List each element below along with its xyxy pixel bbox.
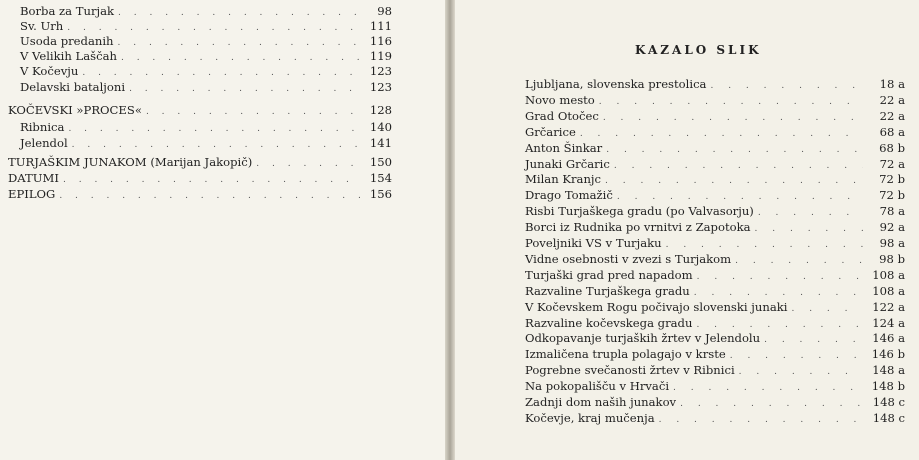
leader-dots xyxy=(256,157,360,172)
leader-dots xyxy=(666,238,863,253)
leader-dots xyxy=(673,381,863,396)
toc-entry-label: EPILOG xyxy=(8,187,56,201)
book-gutter xyxy=(445,0,455,460)
figure-list-page: 148 c xyxy=(872,395,905,409)
figure-list-item xyxy=(525,252,905,267)
toc-entry-page: 141 xyxy=(369,136,392,150)
figure-list-label: Odkopavanje turjaških žrtev v Jelendolu xyxy=(525,331,761,346)
toc-entry-label: V Velikih Laščah xyxy=(20,49,117,63)
leader-dots xyxy=(82,66,360,81)
figure-list-page: 124 a xyxy=(872,315,905,330)
figure-list-item xyxy=(525,220,905,235)
page-title: KAZALO SLIK xyxy=(635,43,762,57)
figure-list-page: 68 a xyxy=(879,124,905,139)
figure-list-label: Anton Šinkar xyxy=(525,140,603,155)
toc-entry xyxy=(20,120,392,135)
leader-dots xyxy=(659,413,863,428)
figure-list-label: Razvaline kočevskega gradu xyxy=(525,315,693,330)
leader-dots xyxy=(614,159,863,174)
leader-dots xyxy=(758,206,863,221)
figure-list-label: Drago Tomažič xyxy=(525,188,613,203)
figure-list-item xyxy=(525,411,905,426)
figure-list-item xyxy=(525,109,905,124)
figure-list-label: Zadnji dom naših junakov xyxy=(525,395,677,409)
toc-entry-label: Sv. Urh xyxy=(20,19,64,33)
toc-entry-page: 119 xyxy=(369,49,392,63)
leader-dots xyxy=(680,397,863,412)
toc-entry-page: 98 xyxy=(377,4,392,18)
toc-entry-page: 111 xyxy=(369,19,392,33)
leader-dots xyxy=(68,122,360,137)
toc-entry-page: 156 xyxy=(369,187,392,201)
figure-list-label: Kočevje, kraj mučenja xyxy=(525,410,655,425)
figure-list-item xyxy=(525,268,905,283)
toc-entry xyxy=(8,187,392,202)
figure-list-page: 72 b xyxy=(879,172,905,187)
figure-list-page: 148 c xyxy=(872,410,905,425)
toc-entry-label: Borba za Turjak xyxy=(20,4,115,18)
leader-dots xyxy=(791,302,863,317)
leader-dots xyxy=(694,286,863,301)
leader-dots xyxy=(606,143,863,158)
figure-list-page: 146 a xyxy=(872,331,905,346)
figure-list-item xyxy=(525,395,905,410)
figure-list-item xyxy=(525,204,905,219)
figure-list-page: 122 a xyxy=(872,299,905,314)
toc-entry xyxy=(20,19,392,34)
toc-entry xyxy=(20,34,392,49)
figure-list-label: Razvaline Turjaškega gradu xyxy=(525,283,690,298)
figure-list-label: Novo mesto xyxy=(525,92,595,107)
leader-dots xyxy=(697,270,863,285)
leader-dots xyxy=(710,79,863,94)
figure-list-page: 22 a xyxy=(879,92,905,107)
toc-entry-page: 123 xyxy=(369,64,392,78)
toc-entry-page: 150 xyxy=(369,155,392,169)
leader-dots xyxy=(599,95,863,110)
toc-entry-page: 140 xyxy=(369,120,392,134)
toc-entry xyxy=(20,80,392,95)
figure-list-label: Junaki Grčaric xyxy=(525,156,610,171)
toc-entry xyxy=(8,171,392,186)
leader-dots xyxy=(605,174,863,189)
figure-list-item xyxy=(525,125,905,140)
leader-dots xyxy=(730,349,863,364)
toc-entry xyxy=(20,136,392,151)
toc-entry xyxy=(20,4,392,19)
figure-list-item xyxy=(525,300,905,315)
figure-list-page: 18 a xyxy=(879,77,905,91)
figure-list-page: 148 a xyxy=(872,363,905,378)
figure-list-page: 22 a xyxy=(879,108,905,123)
leader-dots xyxy=(146,105,360,120)
toc-entry-page: 123 xyxy=(369,80,392,94)
leader-dots xyxy=(129,82,360,97)
toc-entry-page: 128 xyxy=(369,103,392,117)
figure-list-page: 146 b xyxy=(871,347,905,362)
figure-list-page: 148 b xyxy=(871,379,905,394)
leader-dots xyxy=(764,333,863,348)
figure-list-page: 78 a xyxy=(879,204,905,219)
figure-list-page: 72 a xyxy=(879,156,905,171)
figure-list-label: Pogrebne svečanosti žrtev v Ribnici xyxy=(525,363,735,378)
figure-list-label: Na pokopališču v Hrvači xyxy=(525,379,670,394)
leader-dots xyxy=(72,138,360,153)
toc-entry-label: Ribnica xyxy=(20,120,65,134)
figure-list-item xyxy=(525,236,905,251)
figure-list-label: Grad Otočec xyxy=(525,108,599,123)
leader-dots xyxy=(735,254,863,269)
figure-list-page: 108 a xyxy=(872,267,905,282)
figure-list-label: Turjaški grad pred napadom xyxy=(525,267,693,282)
figure-list-item xyxy=(525,363,905,378)
figure-list-label: Ljubljana, slovenska prestolica xyxy=(525,77,707,91)
left-page xyxy=(0,0,445,460)
figure-list-page: 108 a xyxy=(872,283,905,298)
figure-list-page: 92 a xyxy=(879,220,905,235)
figure-list-item xyxy=(525,188,905,203)
leader-dots xyxy=(739,365,863,380)
toc-entry xyxy=(20,64,392,79)
figure-list-label: Grčarice xyxy=(525,124,576,139)
figure-list-label: Risbi Turjaškega gradu (po Valvasorju) xyxy=(525,204,754,219)
figure-list-item xyxy=(525,379,905,394)
toc-entry-label: V Kočevju xyxy=(20,64,79,78)
figure-list-page: 72 b xyxy=(879,188,905,203)
figure-list-item xyxy=(525,157,905,172)
figure-list-label: Milan Kranjc xyxy=(525,172,602,187)
figure-list-page: 68 b xyxy=(879,140,905,155)
leader-dots xyxy=(59,189,360,204)
figure-list-label: Poveljniki VS v Turjaku xyxy=(525,236,662,250)
figure-list-item xyxy=(525,347,905,362)
figure-list-item xyxy=(525,331,905,346)
toc-entry-label: Usoda predanih xyxy=(20,34,114,48)
toc-entry-page: 154 xyxy=(369,171,392,185)
figure-list-item xyxy=(525,77,905,92)
leader-dots xyxy=(696,318,863,333)
toc-entry xyxy=(8,103,392,118)
leader-dots xyxy=(617,190,863,205)
leader-dots xyxy=(580,127,863,142)
figure-list-label: V Kočevskem Rogu počivajo slovenski junaki xyxy=(525,299,788,314)
figure-list-item xyxy=(525,93,905,108)
figure-list-label: Vidne osebnosti v zvezi s Turjakom xyxy=(525,251,732,266)
figure-list-item xyxy=(525,284,905,299)
toc-entry-label: TURJAŠKIM JUNAKOM (Marijan Jakopič) xyxy=(8,155,253,169)
toc-entry xyxy=(8,155,392,170)
figure-list-item xyxy=(525,172,905,187)
toc-entry-page: 116 xyxy=(369,34,392,48)
leader-dots xyxy=(603,111,863,126)
figure-list-item xyxy=(525,316,905,331)
figure-list-page: 98 b xyxy=(879,251,905,266)
toc-entry xyxy=(20,49,392,64)
toc-entry-label: Jelendol xyxy=(20,136,68,150)
toc-entry-label: Delavski bataljoni xyxy=(20,80,126,94)
figure-list-item xyxy=(525,141,905,156)
leader-dots xyxy=(63,173,360,188)
figure-list-label: Izmaličena trupla polagajo v krste xyxy=(525,347,726,362)
toc-entry-label: DATUMI xyxy=(8,171,59,185)
figure-list-label: Borci iz Rudnika po vrnitvi z Zapotoka xyxy=(525,220,751,235)
toc-entry-label: KOČEVSKI »PROCES« xyxy=(8,103,142,117)
figure-list-page: 98 a xyxy=(879,236,905,250)
leader-dots xyxy=(755,222,863,237)
